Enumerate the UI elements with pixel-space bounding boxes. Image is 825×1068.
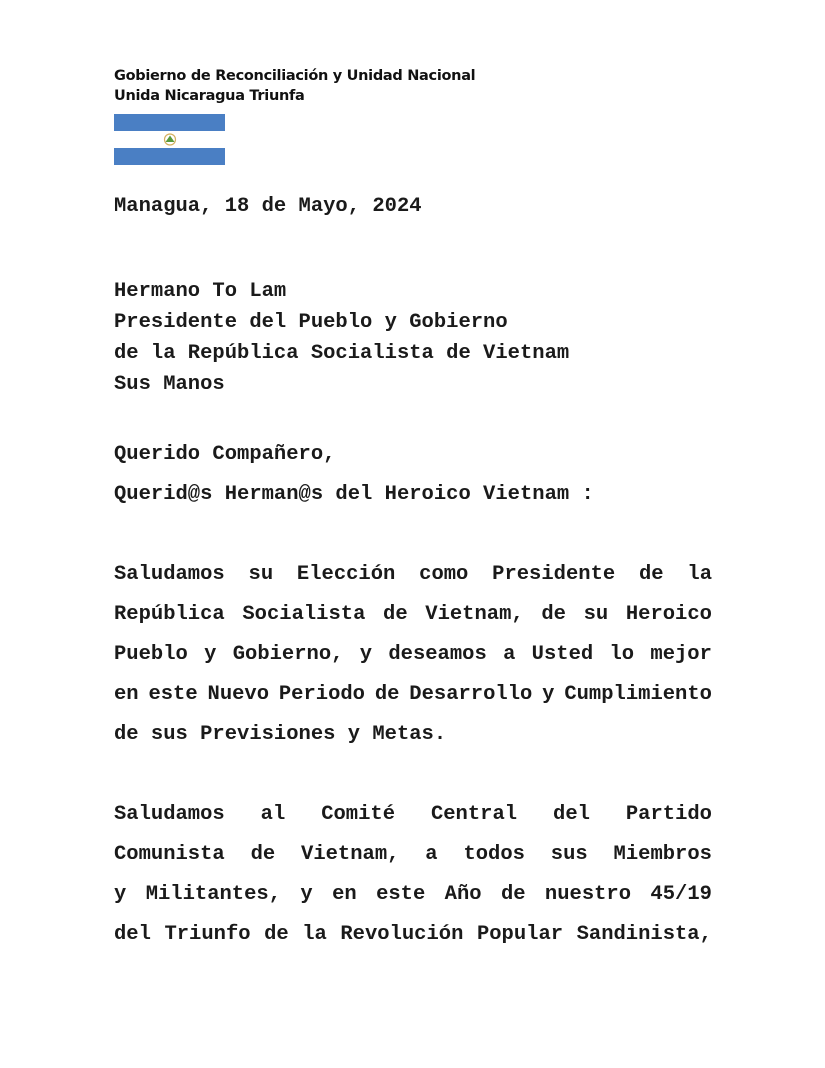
word: la xyxy=(687,563,712,586)
word: mejor xyxy=(650,643,712,666)
justified-line xyxy=(114,563,712,586)
word: Comité xyxy=(321,803,396,826)
word: la xyxy=(302,923,327,946)
word: de xyxy=(638,563,664,586)
word: de xyxy=(500,883,526,906)
recipient-line: Sus Manos xyxy=(114,373,225,396)
justified-line xyxy=(114,683,712,706)
word: Desarrollo xyxy=(409,683,533,706)
word: y xyxy=(204,643,217,666)
word: Periodo xyxy=(278,683,365,706)
flag-top-stripe xyxy=(114,114,225,131)
word: y xyxy=(114,883,127,906)
word: 45/19 xyxy=(650,883,712,906)
recipient-line: de la República Socialista de Vietnam xyxy=(114,342,570,365)
justified-line xyxy=(114,923,712,946)
word: del xyxy=(114,923,151,946)
word: Cumplimiento xyxy=(564,683,712,706)
word: de xyxy=(264,923,289,946)
flag-bottom-stripe xyxy=(114,148,225,165)
word: Año xyxy=(444,883,482,906)
word: lo xyxy=(609,643,635,666)
salutation-line: Querid@s Herman@s del Heroico Vietnam : xyxy=(114,483,594,506)
word: Vietnam, xyxy=(425,603,524,626)
word: República xyxy=(114,603,225,626)
justified-line xyxy=(114,803,712,826)
word: Saludamos xyxy=(114,803,225,826)
word: Popular xyxy=(476,923,564,946)
justified-line xyxy=(114,883,712,906)
word: a xyxy=(503,643,516,666)
word: Saludamos xyxy=(114,563,225,586)
letterhead-slogan: Unida Nicaragua Triunfa xyxy=(114,88,305,104)
recipient-line: Presidente del Pueblo y Gobierno xyxy=(114,311,508,334)
word: y xyxy=(300,883,313,906)
justified-line xyxy=(114,643,712,666)
word: en xyxy=(332,883,357,906)
word: este xyxy=(148,683,198,706)
salutation-line: Querido Compañero, xyxy=(114,443,336,466)
word: su xyxy=(583,603,609,626)
justified-line xyxy=(114,603,712,626)
word: Socialista xyxy=(242,603,366,626)
word: Gobierno, xyxy=(232,643,344,666)
word: en xyxy=(114,683,139,706)
letter-date: Managua, 18 de Mayo, 2024 xyxy=(114,195,422,218)
word: todos xyxy=(463,843,525,866)
word: nuestro xyxy=(544,883,632,906)
justified-line xyxy=(114,843,712,866)
word: y xyxy=(542,683,555,706)
word: como xyxy=(419,563,469,586)
word: de xyxy=(374,683,400,706)
word: su xyxy=(248,563,274,586)
word: y xyxy=(359,643,373,666)
word: Triunfo xyxy=(164,923,251,946)
word: Partido xyxy=(625,803,712,826)
word: al xyxy=(260,803,286,826)
letterhead-government-name: Gobierno de Reconciliación y Unidad Nacional xyxy=(114,68,476,84)
word: Nuevo xyxy=(207,683,270,706)
word: Sandinista, xyxy=(576,923,712,946)
word: de xyxy=(383,603,408,626)
paragraph-last-line: de sus Previsiones y Metas. xyxy=(114,723,447,746)
word: Vietnam, xyxy=(301,843,400,866)
word: Heroico xyxy=(625,603,712,626)
word: a xyxy=(425,843,438,866)
nicaragua-flag-icon xyxy=(114,114,225,165)
word: de xyxy=(250,843,276,866)
word: Militantes, xyxy=(145,883,282,906)
recipient-line: Hermano To Lam xyxy=(114,280,287,303)
word: este xyxy=(376,883,426,906)
word: Elección xyxy=(296,563,396,586)
word: Miembros xyxy=(613,843,712,866)
word: sus xyxy=(550,843,588,866)
word: Usted xyxy=(531,643,594,666)
word: del xyxy=(553,803,590,826)
word: Central xyxy=(430,803,518,826)
word: Presidente xyxy=(492,563,616,586)
word: de xyxy=(541,603,566,626)
word: Pueblo xyxy=(114,643,188,666)
word: Revolución xyxy=(340,923,464,946)
word: deseamos xyxy=(388,643,487,666)
word: Comunista xyxy=(114,843,225,866)
